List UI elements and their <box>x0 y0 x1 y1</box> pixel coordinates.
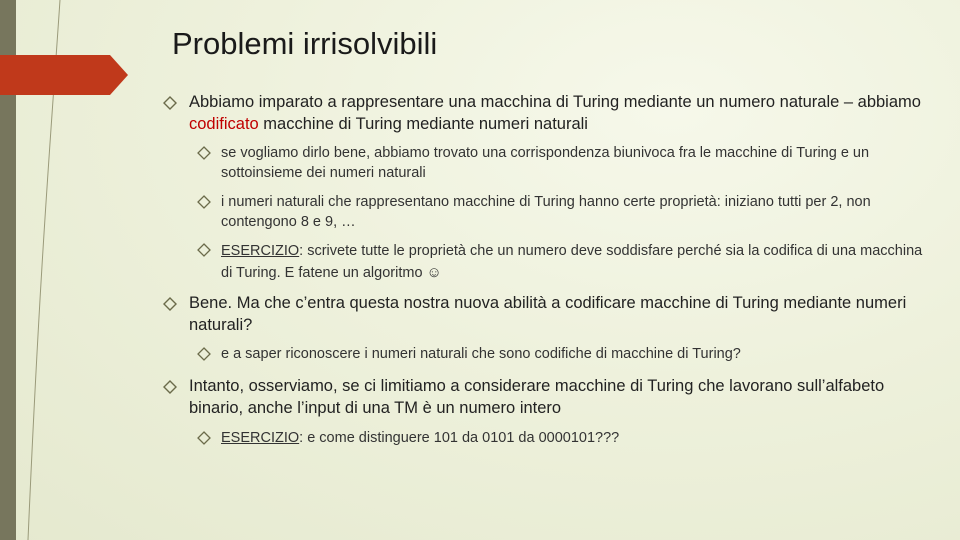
sub-bullet-item <box>197 192 925 232</box>
sub-bullet-item <box>197 143 925 183</box>
sub-bullet-item <box>197 240 925 284</box>
sub-bullet-text <box>221 428 925 448</box>
exercise-label: ESERCIZIO <box>221 430 300 446</box>
diamond-bullet-icon <box>163 297 177 311</box>
bullet-text <box>189 91 933 135</box>
bullet-text-part: macchine di Turing mediante numeri naturali <box>258 115 588 133</box>
exercise-label: ESERCIZIO <box>221 243 300 259</box>
bullet-text: Intanto, osserviamo, se ci limitiamo a considerare macchine di Turing che lavorano sull’alfabeto binario, anche l’input di una TM è un numero intero <box>189 377 885 417</box>
bullet-text: Bene. Ma che c’entra questa nostra nuova abilità a codificare macchine di Turing mediante numeri naturali? <box>189 294 907 334</box>
diamond-bullet-icon <box>197 146 211 160</box>
sub-bullet-text <box>221 240 925 284</box>
highlighted-term: codificato <box>189 115 259 133</box>
bullet-item <box>163 375 933 419</box>
smiley-icon: ☺ <box>426 264 442 281</box>
diamond-bullet-icon <box>163 96 177 110</box>
sub-bullet-text: se vogliamo dirlo bene, abbiamo trovato una corrispondenza biunivoca fra le macchine di Turing e un sottoinsieme dei numeri naturali <box>221 145 870 181</box>
diamond-bullet-icon <box>197 347 211 361</box>
slide-title: Problemi irrisolvibili <box>172 26 438 61</box>
bullet-item <box>163 292 933 336</box>
diamond-bullet-icon <box>197 431 211 445</box>
bullet-text-part: Abbiamo imparato a rappresentare una macchina di Turing mediante un numero naturale – abbiamo <box>189 93 921 111</box>
sub-bullet-item <box>197 344 925 364</box>
diamond-bullet-icon <box>163 380 177 394</box>
sub-bullet-text: e a saper riconoscere i numeri naturali che sono codifiche di macchine di Turing? <box>221 346 741 362</box>
sub-bullet-item <box>197 428 925 448</box>
diamond-bullet-icon <box>197 243 211 257</box>
sub-bullet-text-part: : scrivete tutte le proprietà che un numero deve soddisfare perché sia la codifica di una macchina di Turing. E fatene un algoritmo <box>221 243 923 281</box>
sub-bullet-text-part: : e come distinguere 101 da 0101 da 0000101??? <box>299 430 620 446</box>
diamond-bullet-icon <box>197 195 211 209</box>
bullet-item <box>163 91 933 135</box>
sub-bullet-text: i numeri naturali che rappresentano macchine di Turing hanno certe proprietà: iniziano tutti per 2, non contengono 8 e 9, … <box>221 194 871 230</box>
